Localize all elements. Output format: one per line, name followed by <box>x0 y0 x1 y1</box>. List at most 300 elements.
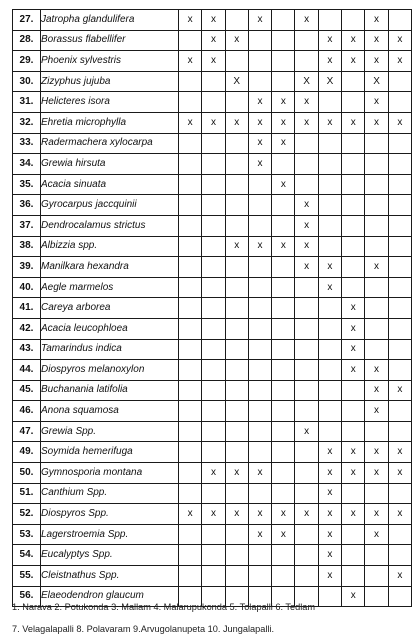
presence-cell: x <box>342 463 365 484</box>
presence-cell <box>179 360 202 381</box>
presence-cell <box>272 10 295 31</box>
presence-cell: x <box>342 360 365 381</box>
presence-cell <box>295 463 318 484</box>
table-row <box>13 545 412 566</box>
presence-cell: x <box>295 195 318 216</box>
presence-cell: x <box>272 524 295 545</box>
presence-cell: X <box>295 71 318 92</box>
presence-cell <box>272 71 295 92</box>
presence-cell <box>248 30 271 51</box>
presence-cell <box>202 401 225 422</box>
species-name: Radermachera xylocarpa <box>41 133 179 154</box>
presence-cell <box>179 195 202 216</box>
presence-cell: x <box>318 463 341 484</box>
species-name: Ehretia microphylla <box>41 112 179 133</box>
presence-cell <box>342 401 365 422</box>
presence-cell: x <box>272 174 295 195</box>
presence-cell: x <box>365 10 388 31</box>
presence-cell <box>272 442 295 463</box>
presence-cell <box>342 421 365 442</box>
presence-cell <box>388 360 411 381</box>
presence-cell <box>342 195 365 216</box>
presence-cell: x <box>342 442 365 463</box>
presence-cell <box>388 71 411 92</box>
presence-cell <box>295 154 318 175</box>
presence-cell: x <box>388 504 411 525</box>
presence-cell <box>179 215 202 236</box>
presence-cell <box>272 257 295 278</box>
presence-cell <box>388 483 411 504</box>
species-name: Diospyros Spp. <box>41 504 179 525</box>
presence-cell <box>365 318 388 339</box>
species-name: Dendrocalamus strictus <box>41 215 179 236</box>
presence-cell: x <box>318 30 341 51</box>
presence-cell <box>248 421 271 442</box>
presence-cell <box>248 483 271 504</box>
presence-cell <box>225 360 248 381</box>
presence-cell <box>318 586 341 607</box>
row-number: 56. <box>13 586 41 607</box>
presence-cell: x <box>248 504 271 525</box>
presence-cell <box>388 236 411 257</box>
presence-cell <box>248 215 271 236</box>
presence-cell <box>225 421 248 442</box>
presence-cell <box>202 339 225 360</box>
presence-cell <box>202 133 225 154</box>
presence-cell <box>272 154 295 175</box>
presence-cell: x <box>388 51 411 72</box>
presence-cell: x <box>248 112 271 133</box>
presence-cell <box>202 483 225 504</box>
presence-cell <box>179 463 202 484</box>
species-distribution-table <box>12 9 412 607</box>
presence-cell: x <box>179 51 202 72</box>
presence-cell <box>388 318 411 339</box>
presence-cell <box>272 463 295 484</box>
presence-cell <box>179 318 202 339</box>
presence-cell <box>225 545 248 566</box>
table-row <box>13 504 412 525</box>
presence-cell <box>365 174 388 195</box>
presence-cell <box>388 586 411 607</box>
presence-cell: x <box>295 10 318 31</box>
presence-cell <box>295 483 318 504</box>
species-name: Aegle marmelos <box>41 277 179 298</box>
presence-cell <box>225 215 248 236</box>
table-row <box>13 463 412 484</box>
species-name: Phoenix sylvestris <box>41 51 179 72</box>
presence-cell <box>179 277 202 298</box>
row-number: 42. <box>13 318 41 339</box>
presence-cell: x <box>318 545 341 566</box>
species-name: Albizzia spp. <box>41 236 179 257</box>
presence-cell <box>202 174 225 195</box>
table-row <box>13 483 412 504</box>
presence-cell: x <box>295 504 318 525</box>
species-name: Tamarindus indica <box>41 339 179 360</box>
presence-cell: x <box>202 112 225 133</box>
presence-cell <box>272 380 295 401</box>
presence-cell <box>272 318 295 339</box>
presence-cell <box>295 30 318 51</box>
table-row <box>13 442 412 463</box>
presence-cell: x <box>225 504 248 525</box>
presence-cell: x <box>342 586 365 607</box>
presence-cell <box>248 257 271 278</box>
row-number: 40. <box>13 277 41 298</box>
row-number: 37. <box>13 215 41 236</box>
presence-cell <box>295 360 318 381</box>
presence-cell <box>202 442 225 463</box>
presence-cell: x <box>318 51 341 72</box>
presence-cell <box>248 566 271 587</box>
presence-cell <box>388 401 411 422</box>
presence-cell <box>248 318 271 339</box>
row-number: 29. <box>13 51 41 72</box>
presence-cell <box>248 174 271 195</box>
presence-cell <box>295 442 318 463</box>
presence-cell <box>295 401 318 422</box>
presence-cell <box>272 298 295 319</box>
presence-cell <box>318 401 341 422</box>
row-number: 46. <box>13 401 41 422</box>
presence-cell: x <box>272 133 295 154</box>
row-number: 47. <box>13 421 41 442</box>
table-row <box>13 236 412 257</box>
presence-cell <box>248 277 271 298</box>
presence-cell: x <box>388 566 411 587</box>
presence-cell <box>295 524 318 545</box>
presence-cell <box>248 51 271 72</box>
presence-cell <box>342 483 365 504</box>
presence-cell: x <box>295 236 318 257</box>
species-name: Gyrocarpus jaccquinii <box>41 195 179 216</box>
species-name: Acacia sinuata <box>41 174 179 195</box>
table-row <box>13 133 412 154</box>
presence-cell: x <box>248 92 271 113</box>
table-row <box>13 360 412 381</box>
row-number: 34. <box>13 154 41 175</box>
presence-cell <box>388 154 411 175</box>
presence-cell: x <box>248 10 271 31</box>
presence-cell <box>179 339 202 360</box>
presence-cell <box>179 236 202 257</box>
table-row <box>13 195 412 216</box>
presence-cell: x <box>179 10 202 31</box>
presence-cell <box>365 545 388 566</box>
presence-cell <box>365 483 388 504</box>
species-name: Manilkara hexandra <box>41 257 179 278</box>
presence-cell <box>179 545 202 566</box>
presence-cell: x <box>365 30 388 51</box>
presence-cell: x <box>342 318 365 339</box>
presence-cell <box>365 133 388 154</box>
presence-cell <box>365 339 388 360</box>
presence-cell: x <box>365 51 388 72</box>
species-name: Grewia Spp. <box>41 421 179 442</box>
presence-cell <box>248 401 271 422</box>
presence-cell: x <box>318 277 341 298</box>
row-number: 31. <box>13 92 41 113</box>
presence-cell <box>202 524 225 545</box>
presence-cell <box>318 10 341 31</box>
presence-cell <box>225 195 248 216</box>
presence-cell <box>202 236 225 257</box>
presence-cell: x <box>202 504 225 525</box>
presence-cell: x <box>365 524 388 545</box>
species-name: Zizyphus jujuba <box>41 71 179 92</box>
row-number: 36. <box>13 195 41 216</box>
presence-cell <box>365 566 388 587</box>
presence-cell <box>342 10 365 31</box>
presence-cell <box>225 10 248 31</box>
presence-cell <box>202 318 225 339</box>
table-row <box>13 566 412 587</box>
presence-cell <box>225 442 248 463</box>
species-name: Cleistnathus Spp. <box>41 566 179 587</box>
presence-cell <box>342 524 365 545</box>
species-name: Eucalyptys Spp. <box>41 545 179 566</box>
presence-cell <box>295 277 318 298</box>
presence-cell <box>388 133 411 154</box>
presence-cell <box>388 339 411 360</box>
locality-legend-line-1: 1. Narava 2. Potukonda 3. Mallam 4. Malarupukonda 5. Tolapalli 6. Tedlam <box>12 602 316 612</box>
presence-cell: x <box>248 133 271 154</box>
presence-cell <box>342 566 365 587</box>
presence-cell <box>342 236 365 257</box>
table-row <box>13 339 412 360</box>
presence-cell: x <box>342 30 365 51</box>
presence-cell: x <box>365 112 388 133</box>
presence-cell: x <box>202 51 225 72</box>
presence-cell: x <box>365 401 388 422</box>
table-row <box>13 298 412 319</box>
presence-cell <box>342 71 365 92</box>
presence-cell: x <box>318 483 341 504</box>
presence-cell: x <box>225 236 248 257</box>
presence-cell <box>272 51 295 72</box>
presence-cell: x <box>388 30 411 51</box>
presence-cell <box>179 442 202 463</box>
presence-cell <box>318 133 341 154</box>
presence-cell <box>318 339 341 360</box>
row-number: 35. <box>13 174 41 195</box>
presence-cell <box>248 298 271 319</box>
presence-cell <box>342 92 365 113</box>
presence-cell <box>318 154 341 175</box>
presence-cell <box>272 339 295 360</box>
presence-cell: x <box>202 10 225 31</box>
presence-cell <box>318 195 341 216</box>
locality-legend-line-2: 7. Velagalapalli 8. Polavaram 9.Arvugolanupeta 10. Jungalapalli. <box>12 624 275 634</box>
presence-cell <box>318 174 341 195</box>
presence-cell <box>272 360 295 381</box>
presence-cell: x <box>225 30 248 51</box>
presence-cell: x <box>365 463 388 484</box>
presence-cell: x <box>365 380 388 401</box>
row-number: 45. <box>13 380 41 401</box>
presence-cell <box>318 236 341 257</box>
presence-cell <box>225 566 248 587</box>
presence-cell <box>179 257 202 278</box>
presence-cell <box>202 92 225 113</box>
species-name: Elaeodendron glaucum <box>41 586 179 607</box>
presence-cell <box>202 215 225 236</box>
presence-cell: x <box>388 463 411 484</box>
presence-cell: x <box>272 92 295 113</box>
presence-cell <box>179 401 202 422</box>
presence-cell <box>342 545 365 566</box>
presence-cell <box>202 545 225 566</box>
presence-cell <box>202 298 225 319</box>
presence-cell: x <box>272 112 295 133</box>
presence-cell <box>365 277 388 298</box>
presence-cell <box>318 92 341 113</box>
row-number: 41. <box>13 298 41 319</box>
presence-cell: x <box>388 380 411 401</box>
presence-cell <box>272 545 295 566</box>
species-name: Borassus flabellifer <box>41 30 179 51</box>
table-body <box>13 10 412 607</box>
table-row <box>13 154 412 175</box>
presence-cell <box>248 380 271 401</box>
presence-cell <box>388 277 411 298</box>
presence-cell <box>202 154 225 175</box>
presence-cell: x <box>295 257 318 278</box>
species-name: Careya arborea <box>41 298 179 319</box>
presence-cell: x <box>342 298 365 319</box>
presence-cell: x <box>318 257 341 278</box>
presence-cell: x <box>295 92 318 113</box>
presence-cell <box>179 154 202 175</box>
presence-cell <box>225 133 248 154</box>
presence-cell <box>295 51 318 72</box>
presence-cell <box>295 380 318 401</box>
presence-cell <box>179 30 202 51</box>
presence-cell: X <box>318 71 341 92</box>
presence-cell <box>202 257 225 278</box>
presence-cell <box>179 174 202 195</box>
row-number: 33. <box>13 133 41 154</box>
presence-cell <box>295 566 318 587</box>
table-row <box>13 380 412 401</box>
presence-cell <box>225 257 248 278</box>
presence-cell: x <box>248 524 271 545</box>
species-name: Soymida hemerifuga <box>41 442 179 463</box>
presence-cell <box>202 277 225 298</box>
presence-cell: x <box>248 236 271 257</box>
presence-cell: x <box>225 463 248 484</box>
presence-cell <box>202 380 225 401</box>
table-row <box>13 318 412 339</box>
presence-cell <box>342 174 365 195</box>
species-name: Acacia leucophloea <box>41 318 179 339</box>
row-number: 55. <box>13 566 41 587</box>
presence-cell: x <box>318 524 341 545</box>
presence-cell <box>388 195 411 216</box>
presence-cell <box>225 298 248 319</box>
presence-cell <box>202 421 225 442</box>
presence-cell <box>318 298 341 319</box>
presence-cell: x <box>179 504 202 525</box>
presence-cell <box>248 195 271 216</box>
table-row <box>13 524 412 545</box>
presence-cell: X <box>225 71 248 92</box>
presence-cell: x <box>295 421 318 442</box>
presence-cell: x <box>365 92 388 113</box>
table-row <box>13 10 412 31</box>
presence-cell <box>179 524 202 545</box>
presence-cell <box>272 421 295 442</box>
presence-cell <box>318 215 341 236</box>
presence-cell <box>248 442 271 463</box>
presence-cell <box>225 339 248 360</box>
species-name: Canthium Spp. <box>41 483 179 504</box>
presence-cell <box>272 277 295 298</box>
presence-cell <box>179 380 202 401</box>
presence-cell: x <box>295 215 318 236</box>
presence-cell <box>365 215 388 236</box>
presence-cell <box>365 236 388 257</box>
presence-cell <box>179 133 202 154</box>
row-number: 30. <box>13 71 41 92</box>
species-name: Lagerstroemia Spp. <box>41 524 179 545</box>
presence-cell <box>388 10 411 31</box>
table-row <box>13 257 412 278</box>
presence-cell <box>318 421 341 442</box>
presence-cell: x <box>342 504 365 525</box>
presence-cell <box>272 215 295 236</box>
presence-cell <box>365 421 388 442</box>
row-number: 53. <box>13 524 41 545</box>
presence-cell <box>179 298 202 319</box>
presence-cell: x <box>225 112 248 133</box>
presence-cell <box>388 545 411 566</box>
row-number: 44. <box>13 360 41 381</box>
presence-cell <box>248 339 271 360</box>
presence-cell <box>342 154 365 175</box>
presence-cell <box>295 174 318 195</box>
presence-cell <box>225 524 248 545</box>
presence-cell <box>318 380 341 401</box>
presence-cell: x <box>248 463 271 484</box>
presence-cell <box>225 92 248 113</box>
presence-cell <box>272 30 295 51</box>
presence-cell <box>202 195 225 216</box>
row-number: 32. <box>13 112 41 133</box>
presence-cell <box>225 380 248 401</box>
presence-cell <box>179 421 202 442</box>
table-row <box>13 215 412 236</box>
presence-cell <box>225 277 248 298</box>
species-name: Anona squamosa <box>41 401 179 422</box>
species-name: Grewia hirsuta <box>41 154 179 175</box>
presence-cell <box>202 360 225 381</box>
presence-cell <box>179 483 202 504</box>
presence-cell: x <box>365 360 388 381</box>
presence-cell <box>342 215 365 236</box>
presence-cell <box>248 71 271 92</box>
table-row <box>13 401 412 422</box>
presence-cell: X <box>365 71 388 92</box>
row-number: 27. <box>13 10 41 31</box>
presence-cell: x <box>179 112 202 133</box>
presence-cell: x <box>365 257 388 278</box>
presence-cell <box>179 92 202 113</box>
presence-cell: x <box>342 51 365 72</box>
presence-cell <box>388 524 411 545</box>
row-number: 52. <box>13 504 41 525</box>
